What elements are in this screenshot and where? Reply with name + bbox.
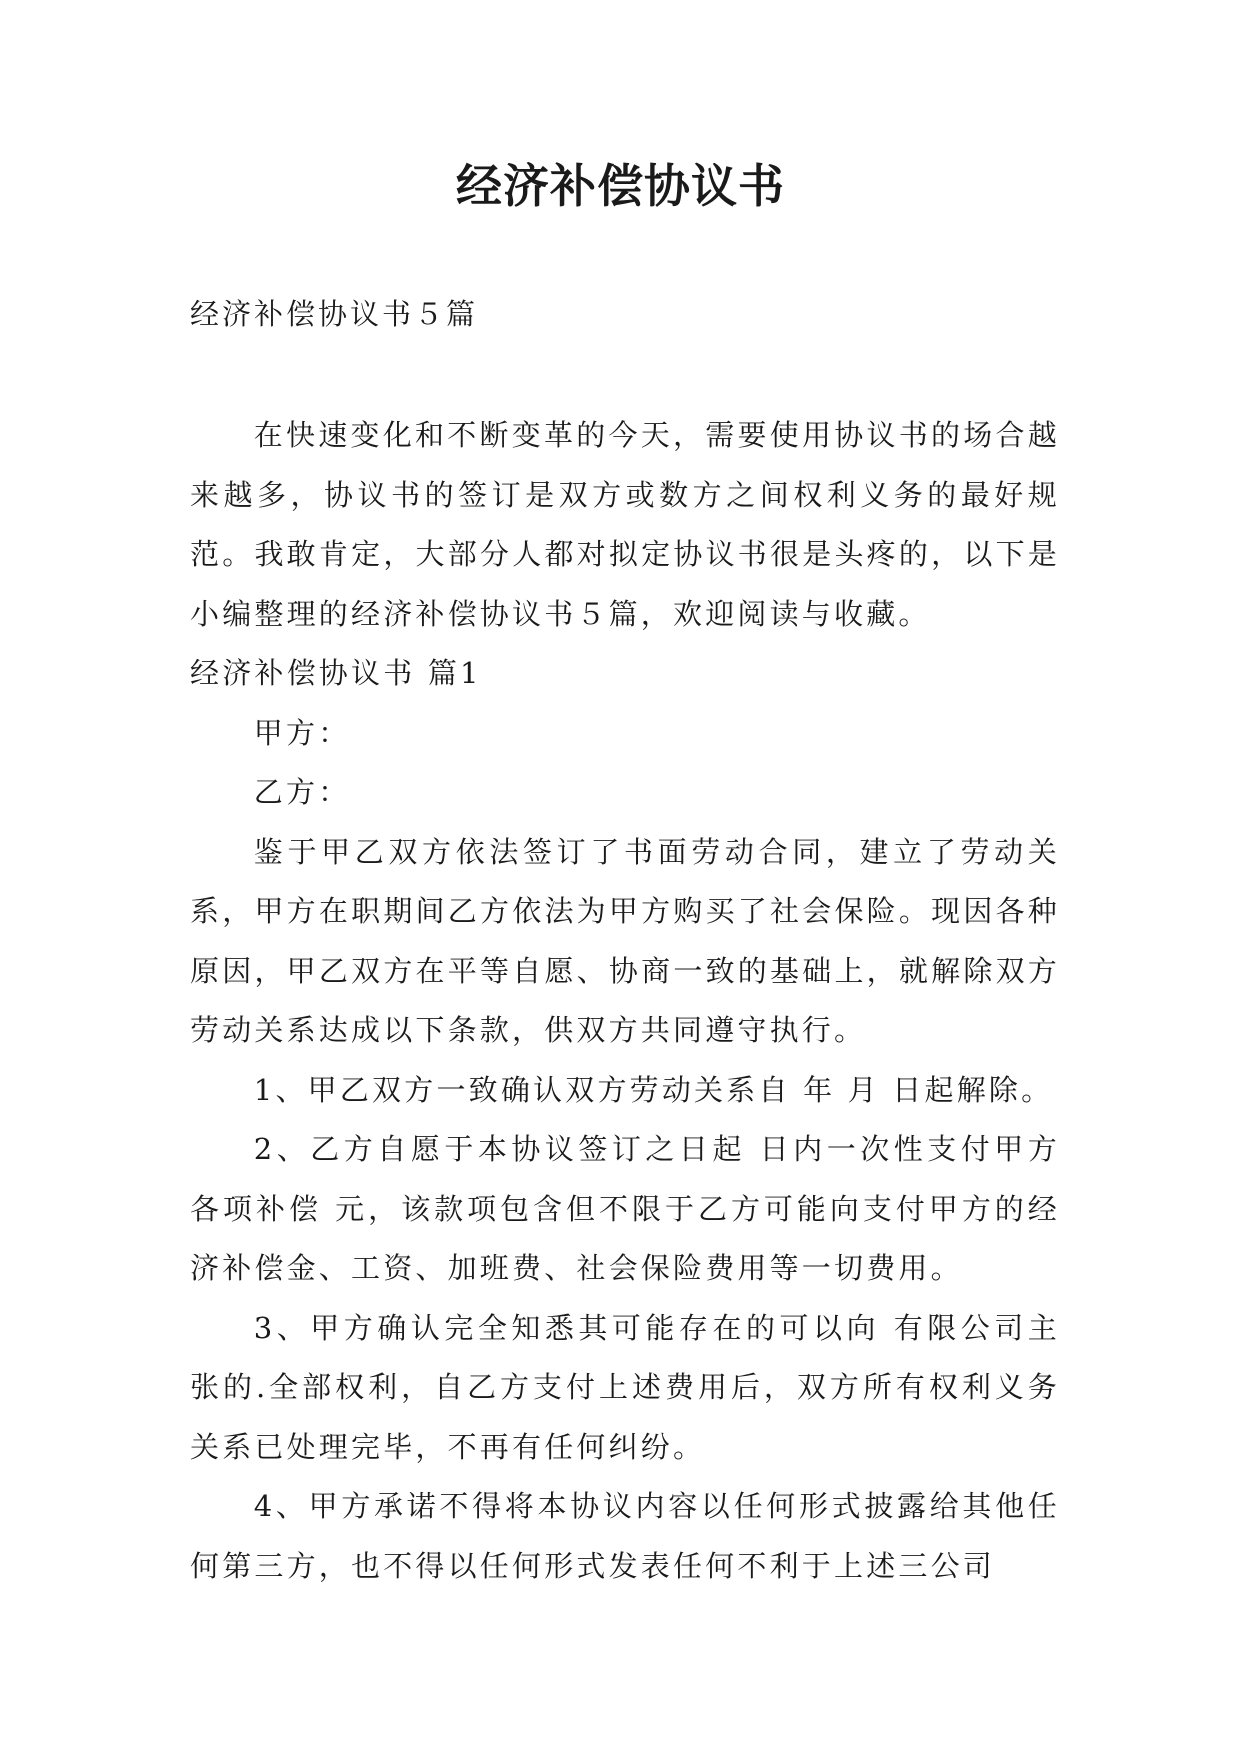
party-b-label: 乙方：	[253, 775, 351, 809]
paragraph-intro: 在快速变化和不断变革的今天，需要使用协议书的场合越来越多，协议书的签订是双方或数方之间权利义务的最好规范。我敢肯定，大部分人都对拟定协议书很是头疼的，以下是小编整理的经济补偿协议书５篇，欢迎阅读与收藏。	[190, 418, 1060, 631]
paragraph-preamble: 鉴于甲乙双方依法签订了书面劳动合同，建立了劳动关系，甲方在职期间乙方依法为甲方购买了社会保险。现因各种原因，甲乙双方在平等自愿、协商一致的基础上，就解除双方劳动关系达成以下条款，供双方共同遵守执行。	[190, 834, 1060, 1047]
clause-1: 1、甲乙双方一致确认双方劳动关系自 年 月 日起解除。	[253, 1072, 1054, 1107]
section-heading: 经济补偿协议书 篇1	[190, 656, 482, 690]
document-title: 经济补偿协议书	[456, 159, 785, 213]
clause-4: 4、甲方承诺不得将本协议内容以任何形式披露给其他任何第三方，也不得以任何形式发表任何不利于上述三公司	[190, 1489, 1060, 1583]
document-subtitle: 经济补偿协议书５篇	[190, 297, 479, 331]
document-body	[190, 406, 1060, 1596]
clause-2: 2、乙方自愿于本协议签订之日起 日内一次性支付甲方各项补偿 元，该款项包含但不限于乙方可能向支付甲方的经济补偿金、工资、加班费、社会保险费用等一切费用。	[190, 1132, 1060, 1285]
clause-3: 3、甲方确认完全知悉其可能存在的可以向 有限公司主张的.全部权利，自乙方支付上述费用后，双方所有权利义务关系已处理完毕，不再有任何纠纷。	[190, 1310, 1060, 1464]
party-a-label: 甲方：	[253, 715, 351, 750]
